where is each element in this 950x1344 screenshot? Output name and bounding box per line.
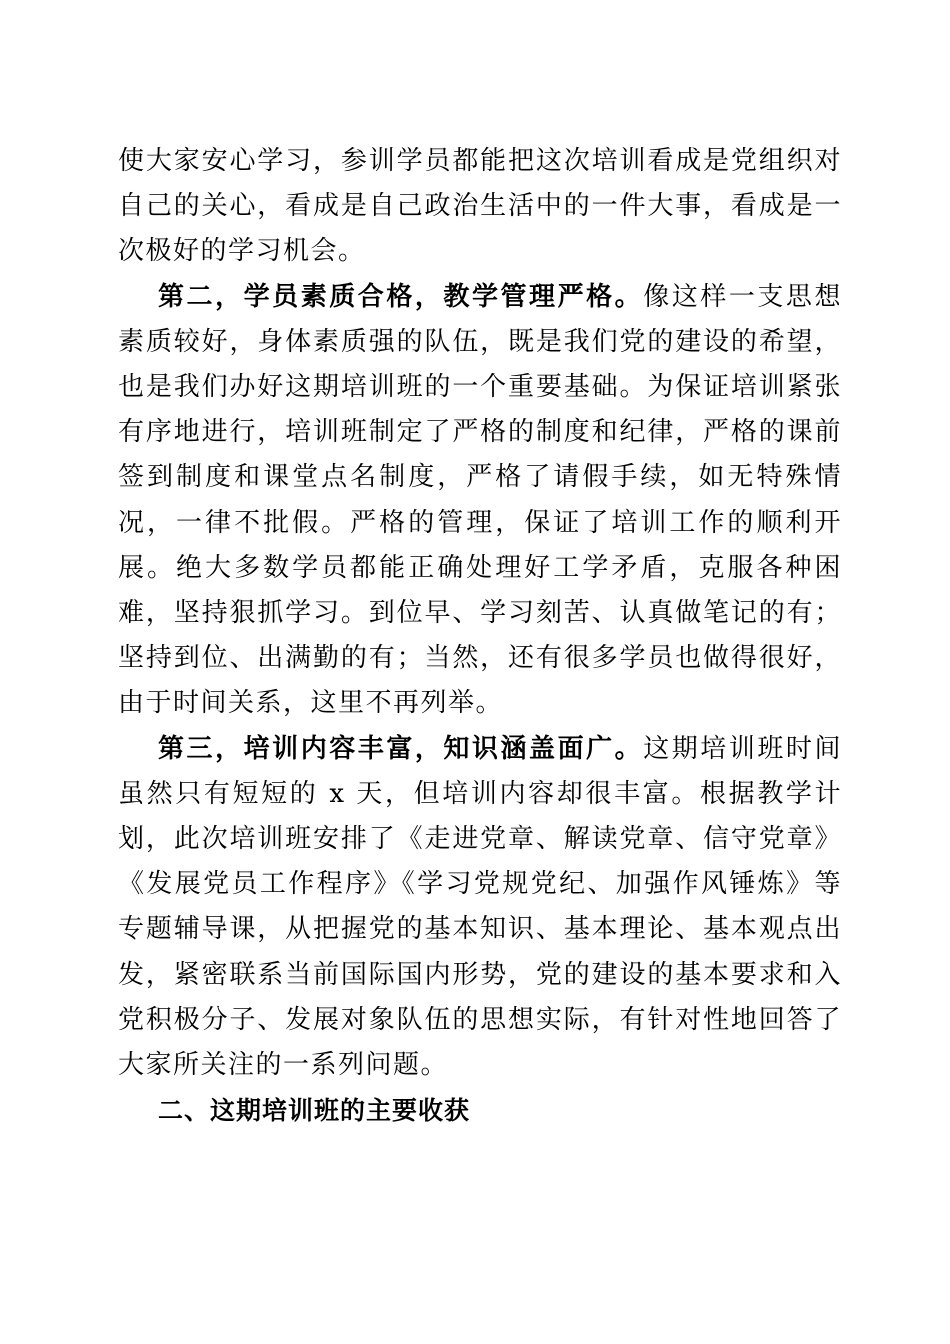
- paragraph-2-text: 像这样一支思想素质较好，身体素质强的队伍，既是我们党的建设的希望，也是我们办好这期培训班的一个重要基础。为保证培训紧张有序地进行，培训班制定了严格的制度和纪律，严格的课前签到制度和课堂点名制度，严格了请假手续，如无特殊情况，一律不批假。严格的管理，保证了培训工作的顺利开展。绝大多数学员都能正确处理好工学矛盾，克服各种困难，坚持狠抓学习。到位早、学习刻苦、认真做笔记的有；坚持到位、出满勤的有；当然，还有很多学员也做得很好，由于时间关系，这里不再列举。: [118, 281, 842, 719]
- paragraph-2-lead: 第二，学员素质合格，教学管理严格。: [158, 281, 644, 312]
- paragraph-third-point: [118, 727, 842, 1089]
- paragraph-3-text: 这期培训班时间虽然只有短短的 x 天，但培训内容却很丰富。根据教学计划，此次培训班安排了《走进党章、解读党章、信守党章》《发展党员工作程序》《学习党规党纪、加强作风锤炼》等专题辅导课，从把握党的基本知识、基本理论、基本观点出发，紧密联系当前国际国内形势，党的建设的基本要求和入党积极分子、发展对象队伍的思想实际，有针对性地回答了大家所关注的一系列问题。: [118, 733, 842, 1081]
- paragraph-continuation: [118, 139, 842, 275]
- paragraph-1-text: 使大家安心学习，参训学员都能把这次培训看成是党组织对自己的关心，看成是自己政治生活中的一件大事，看成是一次极好的学习机会。: [118, 146, 842, 267]
- paragraph-3-lead: 第三，培训内容丰富，知识涵盖面广。: [158, 733, 644, 764]
- paragraph-second-point: [118, 275, 842, 727]
- section-heading: 二、这期培训班的主要收获: [158, 1096, 471, 1126]
- document-page: [118, 139, 842, 1133]
